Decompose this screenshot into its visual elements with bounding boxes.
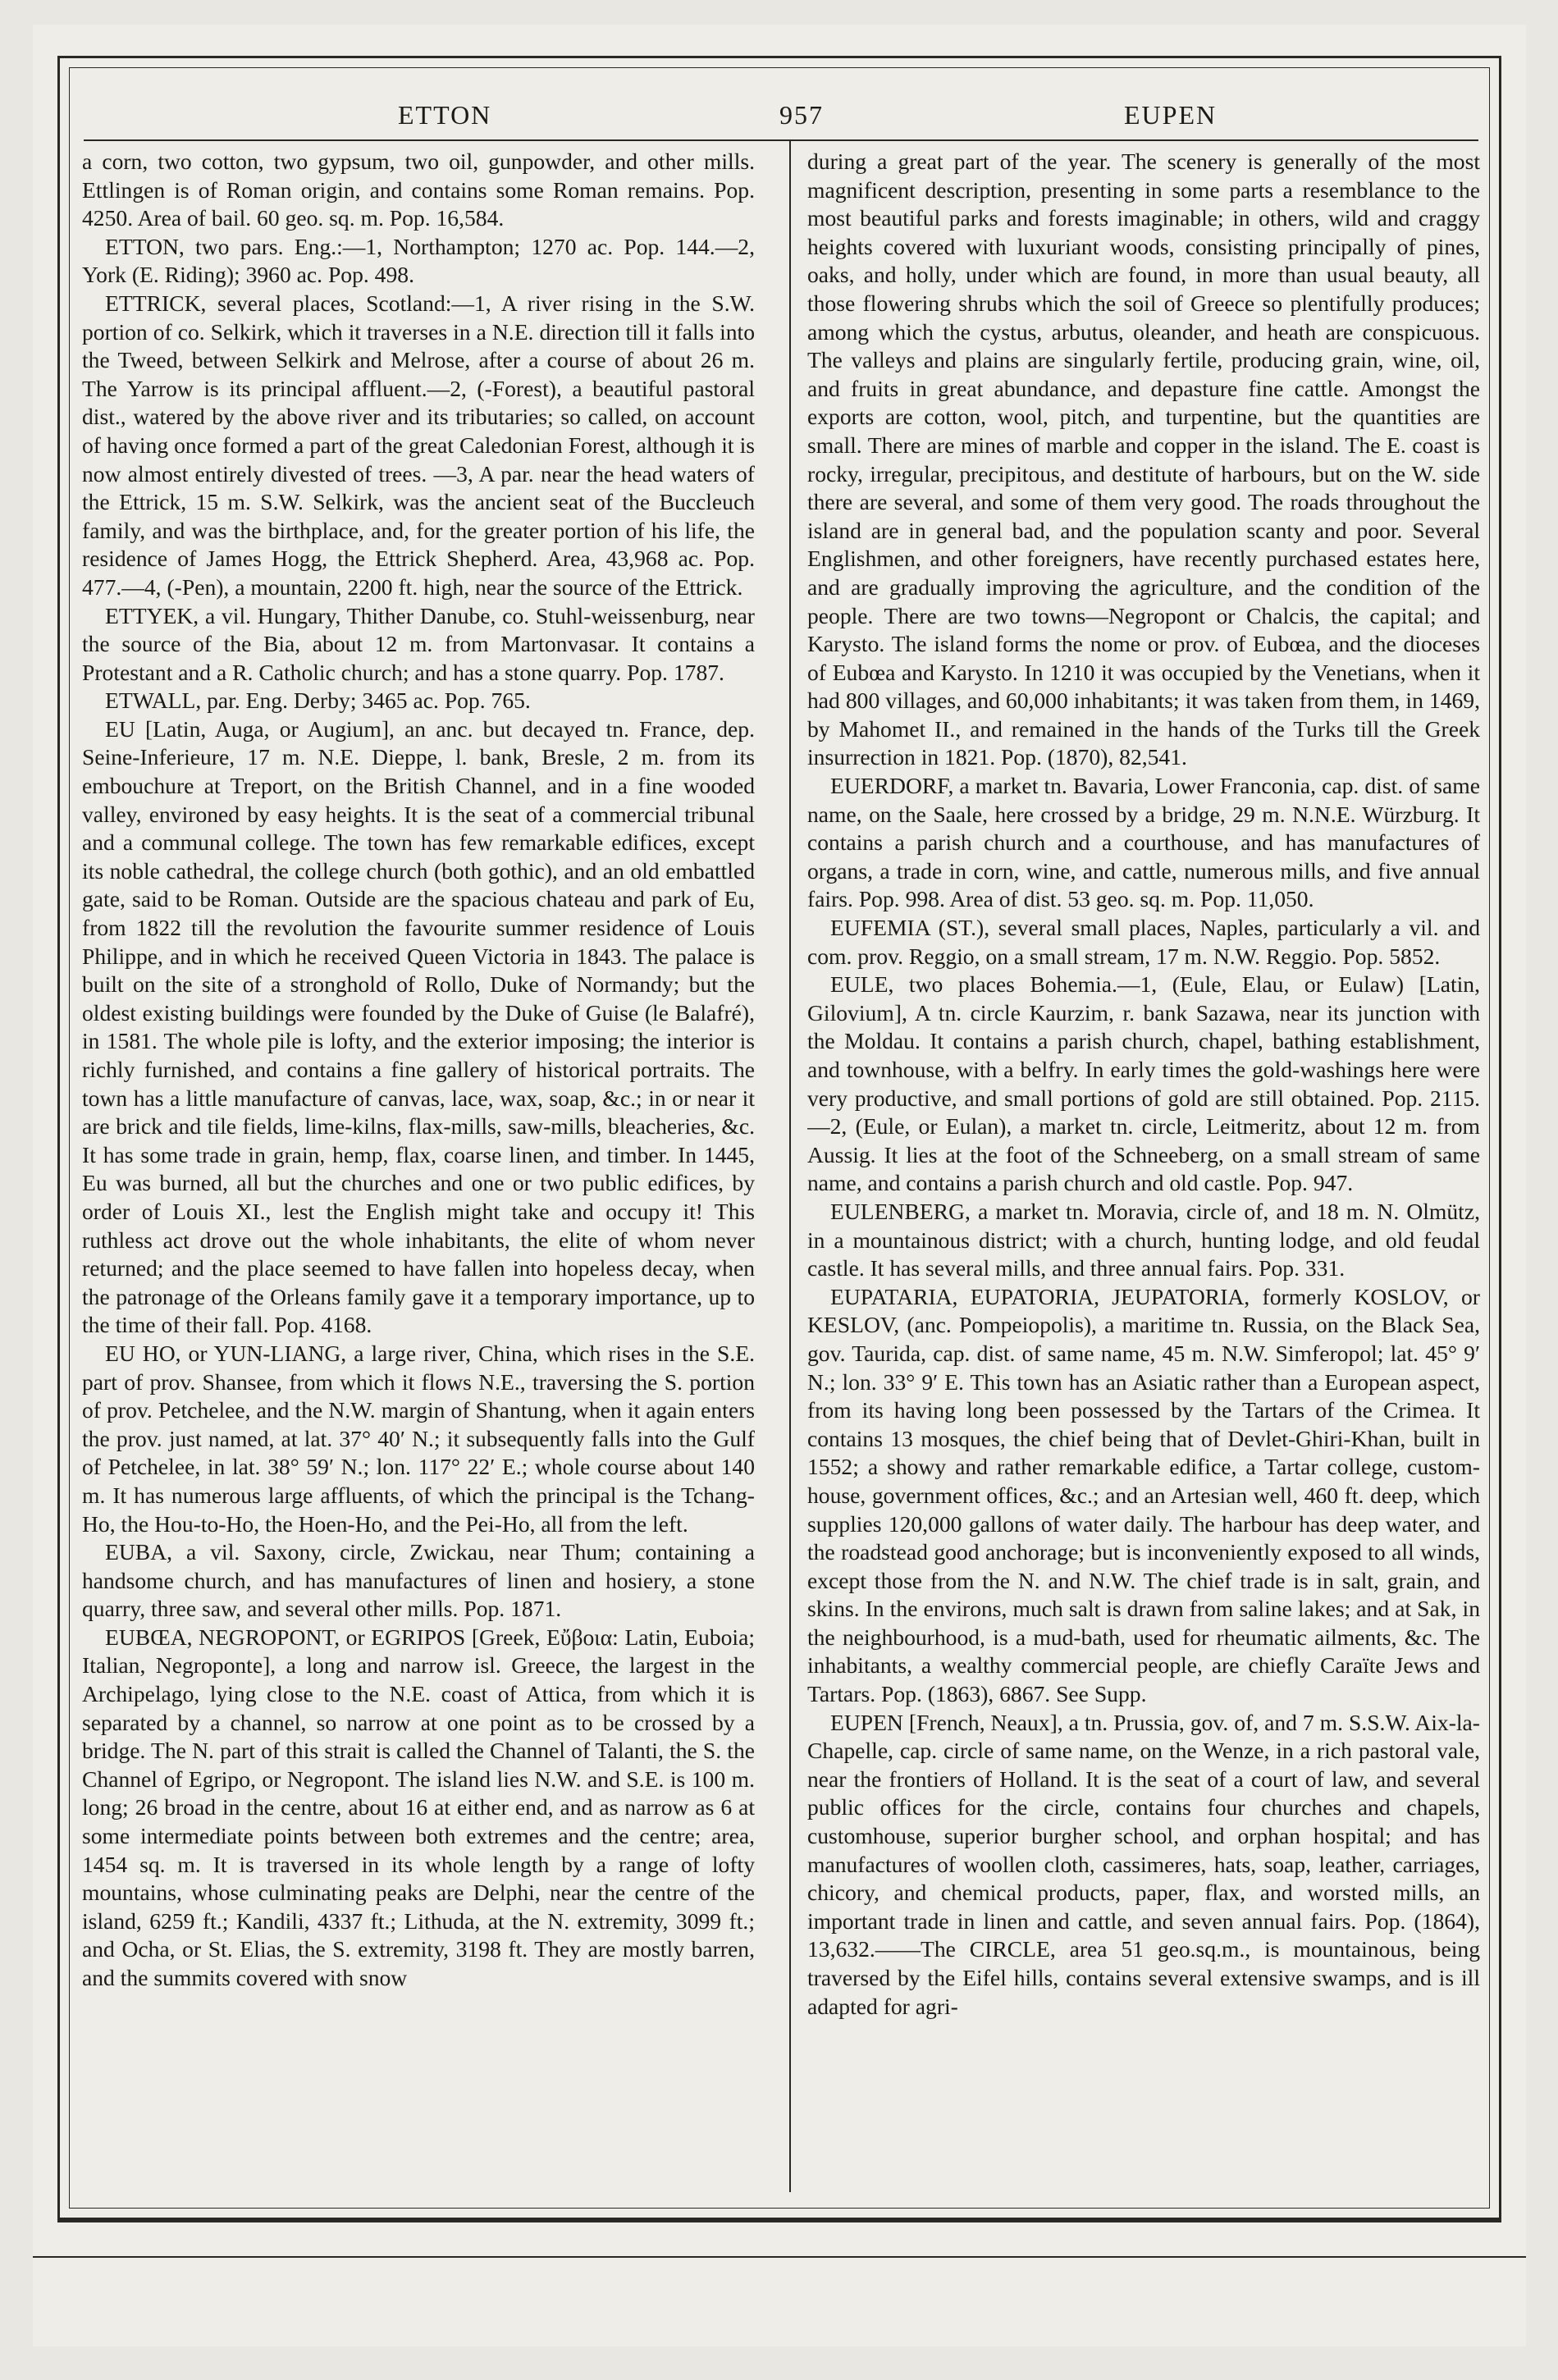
running-header (82, 100, 1477, 149)
page-number: 957 (779, 100, 824, 130)
entry-text: EULE, two places Bohemia.—1, (Eule, Elau, or Eulaw) [Latin, Gilovium], A tn. circle Kaurzim, r. bank Sazawa, near its junction with the Moldau. It contains a parish church, chapel, bathing establishment, and townhouse, with a belfry. In early times the gold-washings here were very productive, and small portions of gold are still obtained. Pop. 2115.—2, (Eule, or Eulan), a market tn. circle, Leitmeritz, about 12 m. from Aussig. It lies at the foot of the Schneeberg, on a small stream of same name, and contains a parish church and old castle. Pop. 947. (807, 971, 1480, 1196)
header-left-word: ETTON (398, 100, 492, 130)
entry-text: EUPATARIA, EUPATORIA, JEUPATORIA, formerly KOSLOV, or KESLOV, (anc. Pompeiopolis), a maritime tn. Russia, on the Black Sea, gov. Taurida, cap. dist. of same name, 45 m. N.W. Simferopol; lat. 45° 9′ N.; lon. 33° 9′ E. This town has an Asiatic rather than a European aspect, from its having long been possessed by the Tartars of the Crimea. It contains 13 mosques, the chief being that of Devlet-Ghiri-Khan, built in 1552; a showy and rather remarkable edifice, a Tartar college, custom-house, government offices, &c.; and an Artesian well, 460 ft. deep, which supplies 120,000 gallons of water daily. The harbour has deep water, and the roadstead good anchorage; but is inconveniently exposed to all winds, except those from the N. and N.W. The chief trade is in salt, grain, and skins. In the environs, much salt is drawn from saline lakes; and at Sak, in the neighbourhood, is a mud-bath, used for rheumatic ailments, &c. The inhabitants, a wealthy commercial people, are chiefly Caraïte Jews and Tartars. Pop. (1863), 6867. See Supp. (807, 1283, 1480, 1707)
header-rule (84, 139, 1478, 141)
page (33, 25, 1526, 2346)
entry-text: EUBŒA, NEGROPONT, or EGRIPOS [Greek, Εὔβοια: Latin, Euboia; Italian, Negroponte], a long and narrow isl. Greece, the largest in the Archipelago, lying close to the N.E. coast of Attica, from which it is separated by a channel, so narrow at one point as to be crossed by a bridge. The N. part of this strait is called the Channel of Talanti, the S. the Channel of Egripo, or Negropont. The island lies N.W. and S.E. is 100 m. long; 26 broad in the centre, about 16 at either end, and as narrow as 6 at some intermediate points between both extremes and the centre; area, 1454 sq. m. It is traversed in its whole length by a range of lofty mountains, whose culminating peaks are Delphi, near the centre of the island, 6259 ft.; Kandili, 4337 ft.; Lithuda, at the N. extremity, 3099 ft.; and Ocha, or St. Elias, the S. extremity, 3198 ft. They are mostly barren, and the summits covered with snow (82, 1624, 755, 1990)
entry-text: EUBA, a vil. Saxony, circle, Zwickau, near Thum; containing a handsome church, and has manufactures of linen and hosiery, a stone quarry, three saw, and several other mills. Pop. 1871. (82, 1539, 755, 1622)
entry-text: EUPEN [French, Neaux], a tn. Prussia, gov. of, and 7 m. S.S.W. Aix-la-Chapelle, cap. circle of same name, on the Wenze, in a rich pastoral vale, near the frontiers of Holland. It is the seat of a court of law, and several public offices for the circle, contains four churches and chapels, customhouse, superior burgher school, and orphan hospital; and has manufactures of woollen cloth, cassimeres, hats, soap, leather, carriages, chicory, and chemical products, paper, flax, and worsted mills, an important trade in linen and cattle, and seven annual fairs. Pop. (1864), 13,632.——The CIRCLE, area 51 geo.sq.m., is mountainous, being traversed by the Eifel hills, contains several extensive swamps, and is ill adapted for agri- (807, 1709, 1480, 2019)
entry-text: ETTRICK, several places, Scotland:—1, A river rising in the S.W. portion of co. Selkirk, which it traverses in a N.E. direction till it falls into the Tweed, between Selkirk and Melrose, after a course of about 26 m. The Yarrow is its principal affluent.—2, (-Forest), a beautiful pastoral dist., watered by the above river and its tributaries; so called, on account of having once formed a part of the great Caledonian Forest, although it is now almost entirely divested of trees. —3, A par. near the head waters of the Ettrick, 15 m. S.W. Selkirk, was the ancient seat of the Buccleuch family, and was the birthplace, and, for the greater portion of his life, the residence of James Hogg, the Ettrick Shepherd. Area, 43,968 ac. Pop. 477.—4, (-Pen), a mountain, 2200 ft. high, near the source of the Ettrick. (82, 290, 755, 600)
entry-text: ETTON, two pars. Eng.:—1, Northampton; 1270 ac. Pop. 144.—2, York (E. Riding); 3960 ac. Pop. 498. (82, 233, 755, 288)
entry-text: ETWALL, par. Eng. Derby; 3465 ac. Pop. 765. (105, 688, 531, 714)
entry-text: EUERDORF, a market tn. Bavaria, Lower Franconia, cap. dist. of same name, on the Saale, here crossed by a bridge, 29 m. N.N.E. Würzburg. It contains a parish church and a courthouse, and has manufactures of organs, a trade in corn, wine, and cattle, numerous mills, and five annual fairs. Pop. 998. Area of dist. 53 geo. sq. m. Pop. 11,050. (807, 773, 1480, 912)
header-right-word: EUPEN (1124, 100, 1218, 130)
column-separator (789, 141, 791, 2192)
bottom-rule-lower (33, 2256, 1526, 2258)
entry-text: EU [Latin, Auga, or Augium], an anc. but decayed tn. France, dep. Seine-Inferieure, 17 m. N.E. Dieppe, l. bank, Bresle, 2 m. from its embouchure at Treport, on the British Channel, and in a fine wooded valley, environed by easy heights. It is the seat of a commercial tribunal and a communal college. The town has few remarkable edifices, except its noble cathedral, the college church (both gothic), and an old embattled gate, said to be Roman. Outside are the spacious chateau and park of Eu, from 1822 till the revolution the favourite summer residence of Louis Philippe, and in which he received Queen Victoria in 1843. The palace is built on the site of a stronghold of Rollo, Duke of Normandy; but the oldest existing buildings were founded by the Duke of Guise (le Balafré), in 1581. The whole pile is lofty, and the exterior imposing; the interior is richly furnished, and contains a fine gallery of historical portraits. The town has a little manufacture of canvas, lace, wax, soap, &c.; in or near it are brick and tile fields, lime-kilns, flax-mills, saw-mills, bleacheries, &c. It has some trade in grain, hemp, flax, coarse linen, and timber. In 1445, Eu was burned, all but the churches and one or two public edifices, by order of Louis XI., lest the English might take and occupy it! This ruthless act drove out the whole inhabitants, the elite of whom never returned; and the place seemed to have fallen into hopeless decay, when the patronage of the Orleans family gave it a temporary importance, up to the time of their fall. Pop. 4168. (82, 715, 755, 1338)
entry-text: EUFEMIA (ST.), several small places, Naples, particularly a vil. and com. prov. Reggio, on a small stream, 17 m. N.W. Reggio. Pop. 5852. (807, 915, 1480, 969)
right-column (807, 148, 1480, 2182)
entry-text: EU HO, or YUN-LIANG, a large river, China, which rises in the S.E. part of prov. Shansee, from which it flows N.E., traversing the S. portion of prov. Petchelee, and the N.W. margin of Shantung, when it again enters the prov. just named, at lat. 37° 40′ N.; it subsequently falls into the Gulf of Petchelee, in lat. 38° 59′ N.; lon. 117° 22′ E.; whole course about 140 m. It has numerous large affluents, of which the principal is the Tchang-Ho, the Hou-to-Ho, the Hoen-Ho, and the Pei-Ho, all from the left. (82, 1340, 755, 1537)
left-column (82, 148, 755, 2182)
entry-text: a corn, two cotton, two gypsum, two oil, gunpowder, and other mills. Ettlingen is of Roman origin, and contains some Roman remains. Pop. 4250. Area of bail. 60 geo. sq. m. Pop. 16,584. (82, 148, 755, 231)
bottom-rule (57, 2220, 1501, 2222)
entry-text: during a great part of the year. The scenery is generally of the most magnificent description, presenting in some parts a resemblance to the most beautiful parks and forests imaginable; in others, wild and craggy heights covered with luxuriant woods, consisting principally of pines, oaks, and holly, under which are found, in more than usual beauty, all those flowering shrubs which the soil of Greece so plentifully produces; among which the cystus, arbutus, oleander, and heath are conspicuous. The valleys and plains are singularly fertile, producing grain, wine, oil, and fruits in great abundance, and depasture fine cattle. Amongst the exports are cotton, wool, pitch, and turpentine, but the quantities are small. There are mines of marble and copper in the island. The E. coast is rocky, irregular, precipitous, and destitute of harbours, but on the W. side there are several, and some of them very good. The roads throughout the island are in general bad, and the population scanty and poor. Several Englishmen, and other foreigners, have recently purchased estates here, and are gradually improving the agriculture, and the condition of the people. There are two towns—Negropont or Chalcis, the capital; and Karysto. The island forms the nome or prov. of Eubœa, and the dioceses of Eubœa and Karysto. In 1210 it was occupied by the Venetians, when it had 800 villages, and 60,000 inhabitants; it was taken from them, in 1469, by Mahomet II., and remained in the hands of the Turks till the Greek insurrection in 1821. Pop. (1870), 82,541. (807, 148, 1480, 770)
entry-text: ETTYEK, a vil. Hungary, Thither Danube, co. Stuhl-weissenburg, near the source of the Bia, about 12 m. from Martonvasar. It contains a Protestant and a R. Catholic church; and has a stone quarry. Pop. 1787. (82, 602, 755, 685)
entry-text: EULENBERG, a market tn. Moravia, circle of, and 18 m. N. Olmütz, in a mountainous district; with a church, hunting lodge, and old feudal castle. It has several mills, and three annual fairs. Pop. 331. (807, 1198, 1480, 1281)
